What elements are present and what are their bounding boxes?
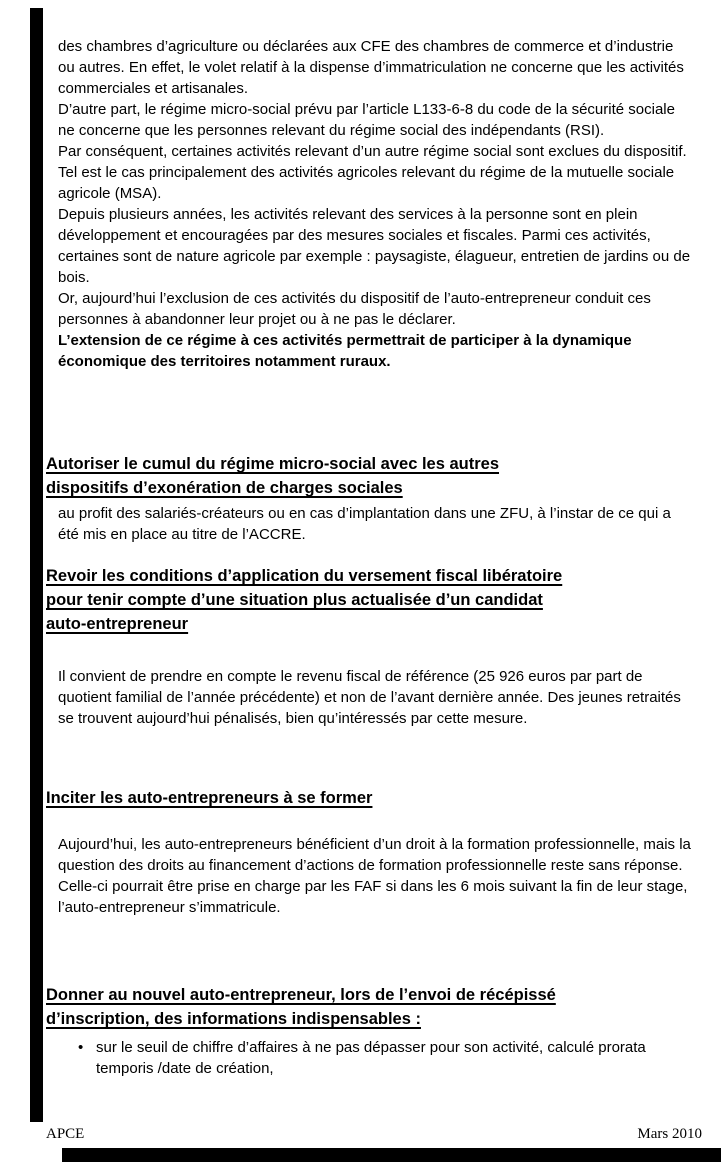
intro-paragraph-3: Par conséquent, certaines activités relevant d’un autre régime social sont exclues du dispositif. Tel est le cas principalement des activités agricoles relevant du régime de la mutuelle sociale agricole (MSA). (58, 143, 687, 202)
section-heading-formation (46, 786, 708, 810)
bullet-marker: • (78, 1039, 84, 1056)
section-body-cumul-micro-social: au profit des salariés-créateurs ou en cas d’implantation dans une ZFU, à l’instar de ce qui a été mis en place au titre de l’ACCRE. (58, 505, 671, 543)
intro-paragraph-5: Or, aujourd’hui l’exclusion de ces activités du dispositif de l’auto-entrepreneur conduit ces personnes à abandonner leur projet ou à ne pas le déclarer. (58, 290, 651, 328)
intro-paragraph-bold-conclusion: L’extension de ce régime à ces activités permettrait de participer à la dynamique économique des territoires notamment ruraux. (58, 332, 632, 370)
bullet-item-seuil-chiffre-affaires (78, 1037, 678, 1079)
footer-date: Mars 2010 (637, 1126, 702, 1142)
scan-artifact-left-bar (30, 8, 43, 1122)
intro-paragraph-4: Depuis plusieurs années, les activités relevant des services à la personne sont en plein développement et encouragées par des mesures sociales et fiscales. Parmi ces activités, certaines sont de nature agricole par exemple : paysagiste, élagueur, entretien de jardins ou de bois. (58, 206, 691, 286)
footer-author: APCE (46, 1126, 85, 1142)
section-heading-versement-fiscal (46, 564, 708, 636)
heading-line: Inciter les auto-entrepreneurs à se former (46, 789, 373, 807)
heading-line: pour tenir compte d’une situation plus actualisée d’un candidat (46, 591, 543, 609)
section-body-formation: Aujourd’hui, les auto-entrepreneurs bénéficient d’un droit à la formation professionnelle, mais la question des droits au financement d’actions de formation professionnelle reste sans réponse. Celle-ci pourrait être prise en charge par les FAF si dans les 6 mois suivant la fin de leur stage, l’auto-entrepreneur s’immatricule. (58, 836, 691, 916)
intro-paragraph-1: des chambres d’agriculture ou déclarées aux CFE des chambres de commerce et d’industrie ou autres. En effet, le volet relatif à la dispense d’immatriculation ne concerne que les activités commerciales et artisanales. (58, 38, 684, 97)
heading-line: Autoriser le cumul du régime micro-social avec les autres (46, 455, 500, 473)
section-heading-cumul-micro-social (46, 452, 708, 500)
intro-paragraph-2: D’autre part, le régime micro-social prévu par l’article L133-6-8 du code de la sécurité sociale ne concerne que les personnes relevant du régime social des indépendants (RSI). (58, 101, 675, 139)
bullet-text: sur le seuil de chiffre d’affaires à ne pas dépasser pour son activité, calculé prorata temporis /date de création, (96, 1039, 646, 1077)
heading-line: Revoir les conditions d’application du versement fiscal libératoire (46, 567, 563, 585)
heading-line: dispositifs d’exonération de charges sociales (46, 479, 403, 497)
heading-line: auto-entrepreneur (46, 615, 189, 633)
intro-block (58, 36, 691, 372)
heading-line: d’inscription, des informations indispensables : (46, 1010, 421, 1028)
heading-line: Donner au nouvel auto-entrepreneur, lors de l’envoi de récépissé (46, 986, 556, 1004)
scan-artifact-bottom-bar (62, 1148, 721, 1162)
section-heading-informations-recepisse (46, 983, 708, 1031)
section-body-versement-fiscal: Il convient de prendre en compte le revenu fiscal de référence (25 926 euros par part de quotient familial de l’année précédente) et non de l’avant dernière année. Des jeunes retraités se trouvent aujourd’hui pénalisés, bien qu’intéressés par cette mesure. (58, 668, 681, 727)
